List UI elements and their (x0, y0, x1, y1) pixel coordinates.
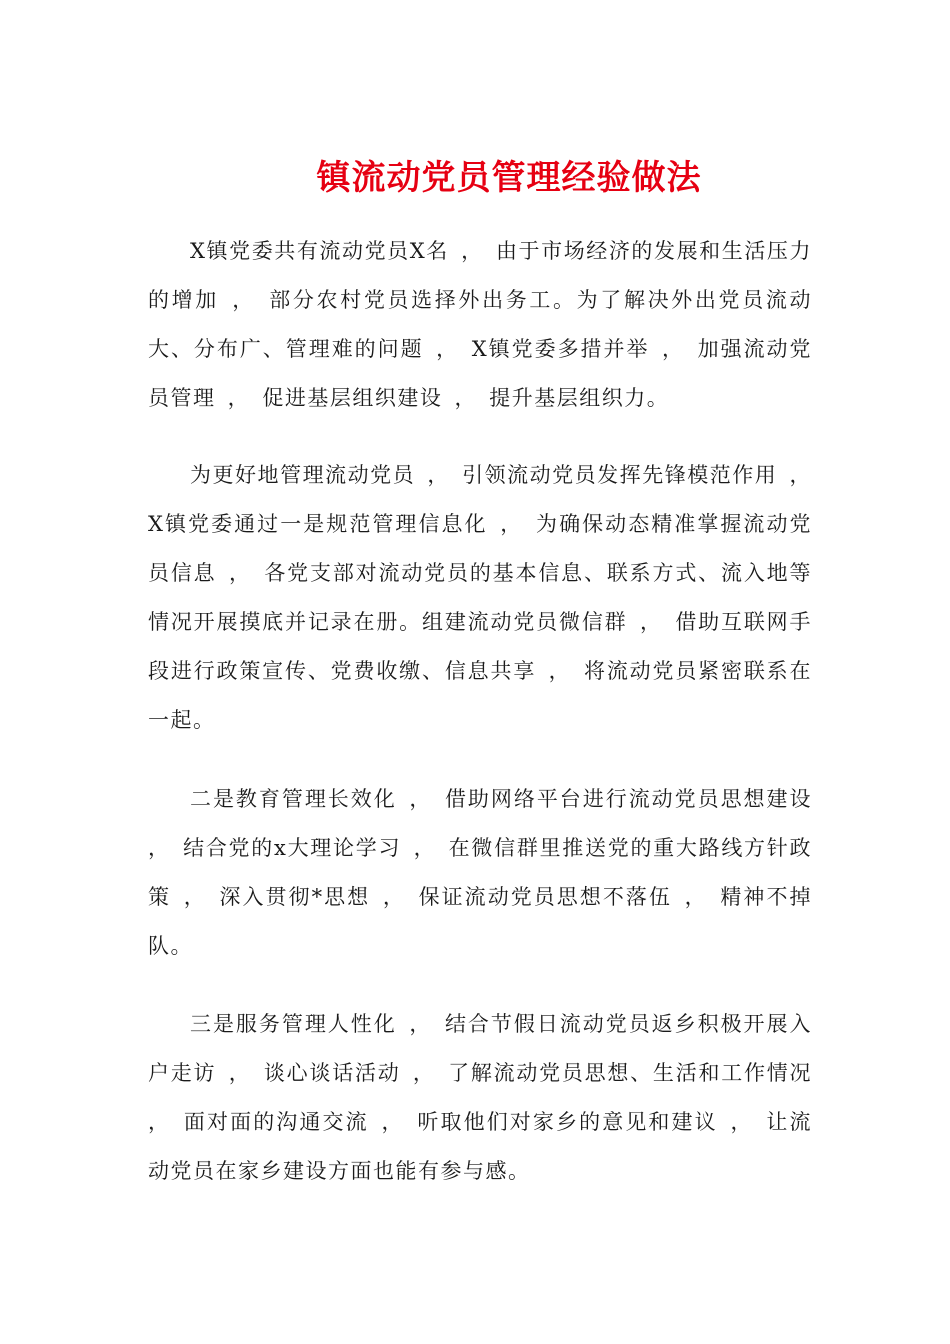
paragraph-intro: X镇党委共有流动党员X名 ， 由于市场经济的发展和生活压力的增加 ， 部分农村党员选择外出务工。为了解决外出党员流动大、分布广、管理难的问题 ， X镇党委多措并举 ， 加强流动党员管理 ， 促进基层组织建设 ， 提升基层组织力。 (148, 239, 812, 410)
paragraph-service-management: 三是服务管理人性化 ， 结合节假日流动党员返乡积极开展入户走访 ， 谈心谈话活动 ， 了解流动党员思想、生活和工作情况 ， 面对面的沟通交流 ， 听取他们对家乡的意见和建议 ， 让流动党员在家乡建设方面也能有参与感。 (148, 1012, 812, 1183)
document-title: 镇流动党员管理经验做法 (316, 158, 702, 198)
paragraph-education-management: 二是教育管理长效化 ， 借助网络平台进行流动党员思想建设 ， 结合党的x大理论学习 ， 在微信群里推送党的重大路线方针政策 ， 深入贯彻*思想 ， 保证流动党员思想不落伍 ， 精神不掉队。 (148, 787, 812, 958)
paragraph-info-management: 为更好地管理流动党员 ， 引领流动党员发挥先锋模范作用 ， X镇党委通过一是规范管理信息化 ， 为确保动态精准掌握流动党员信息 ， 各党支部对流动党员的基本信息、联系方式、流入地等情况开展摸底并记录在册。组建流动党员微信群 ， 借助互联网手段进行政策宣传、党费收缴、信息共享 ， 将流动党员紧密联系在一起。 (148, 463, 812, 732)
